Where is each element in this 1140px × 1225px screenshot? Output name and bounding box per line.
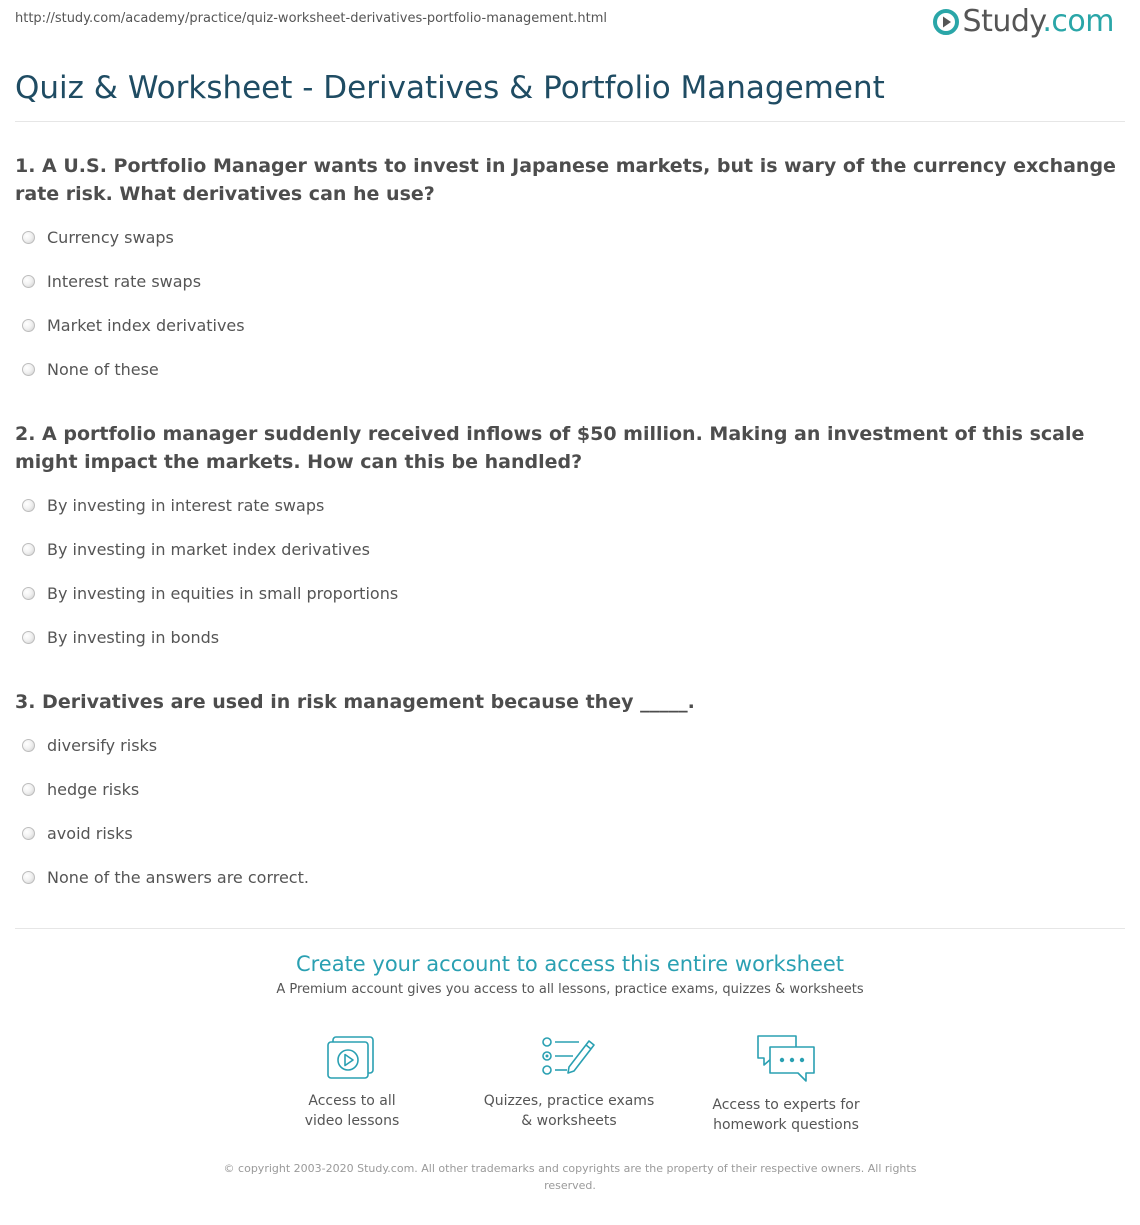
radio-button[interactable] xyxy=(22,631,35,644)
feature-quizzes xyxy=(469,1033,669,1131)
copyright-footer xyxy=(210,1160,930,1194)
answer-option[interactable] xyxy=(22,628,219,647)
answer-option[interactable] xyxy=(22,780,139,799)
feature-label-line1: Quizzes, practice exams xyxy=(483,1093,655,1109)
logo-suffix: .com xyxy=(1042,4,1114,39)
question-1: 1. A U.S. Portfolio Manager wants to invest in Japanese markets, but is wary of the currency exchange rate risk. What derivatives can he use? xyxy=(15,155,1116,205)
answer-option[interactable] xyxy=(22,584,398,603)
answer-option[interactable] xyxy=(22,736,157,755)
answer-option[interactable] xyxy=(22,868,309,887)
page-url: http://study.com/academy/practice/quiz-worksheet-derivatives-portfolio-management.html xyxy=(15,11,608,26)
feature-label-line2: video lessons xyxy=(304,1113,400,1129)
radio-button[interactable] xyxy=(22,363,35,376)
radio-button[interactable] xyxy=(22,827,35,840)
radio-button[interactable] xyxy=(22,587,35,600)
play-circle-icon xyxy=(933,9,959,35)
radio-button[interactable] xyxy=(22,275,35,288)
create-account-link[interactable]: Create your account to access this entire worksheet xyxy=(295,952,845,976)
feature-label-line2: & worksheets xyxy=(521,1113,617,1129)
answer-option[interactable] xyxy=(22,824,133,843)
logo-name: Study xyxy=(962,4,1043,39)
option-label: avoid risks xyxy=(47,824,133,843)
video-lessons-icon xyxy=(322,1033,382,1081)
question-3: 3. Derivatives are used in risk management because they _____. xyxy=(15,691,695,713)
answer-option[interactable] xyxy=(22,228,174,247)
cta-subtitle: A Premium account gives you access to all lessons, practice exams, quizzes & worksheets xyxy=(276,982,864,997)
chat-bubbles-icon xyxy=(754,1033,818,1085)
cta-divider xyxy=(15,928,1125,929)
option-label: Currency swaps xyxy=(47,228,174,247)
title-divider xyxy=(15,121,1125,122)
radio-button[interactable] xyxy=(22,231,35,244)
feature-video-lessons xyxy=(252,1033,452,1131)
option-label: None of the answers are correct. xyxy=(47,868,309,887)
radio-button[interactable] xyxy=(22,543,35,556)
option-label: Interest rate swaps xyxy=(47,272,202,291)
feature-label-line1: Access to experts for xyxy=(712,1097,860,1113)
radio-button[interactable] xyxy=(22,739,35,752)
radio-button[interactable] xyxy=(22,319,35,332)
radio-button[interactable] xyxy=(22,499,35,512)
copyright-line1: © copyright 2003-2020 Study.com. All other trademarks and copyrights are the property of their respective owners. All rights xyxy=(223,1162,917,1175)
quiz-checklist-icon xyxy=(539,1033,599,1081)
option-label: By investing in market index derivatives xyxy=(47,540,370,559)
radio-button[interactable] xyxy=(22,783,35,796)
study-logo[interactable] xyxy=(933,4,1114,39)
option-label: Market index derivatives xyxy=(47,316,245,335)
feature-label-line2: homework questions xyxy=(713,1117,859,1133)
feature-label-line1: Access to all xyxy=(308,1093,396,1109)
option-label: By investing in interest rate swaps xyxy=(47,496,325,515)
option-label: None of these xyxy=(47,360,159,379)
answer-option[interactable] xyxy=(22,316,245,335)
copyright-line2: reserved. xyxy=(544,1179,596,1192)
logo-text xyxy=(963,4,1114,39)
feature-experts xyxy=(686,1033,886,1135)
radio-button[interactable] xyxy=(22,871,35,884)
question-2: 2. A portfolio manager suddenly received inflows of $50 million. Making an investment of this scale might impact the markets. How can this be handled? xyxy=(15,423,1085,473)
answer-option[interactable] xyxy=(22,540,370,559)
option-label: diversify risks xyxy=(47,736,158,755)
option-label: By investing in equities in small proportions xyxy=(47,584,399,603)
option-label: By investing in bonds xyxy=(47,628,220,647)
answer-option[interactable] xyxy=(22,272,201,291)
option-label: hedge risks xyxy=(47,780,140,799)
answer-option[interactable] xyxy=(22,360,159,379)
page-title: Quiz & Worksheet - Derivatives & Portfolio Management xyxy=(15,70,885,106)
answer-option[interactable] xyxy=(22,496,324,515)
